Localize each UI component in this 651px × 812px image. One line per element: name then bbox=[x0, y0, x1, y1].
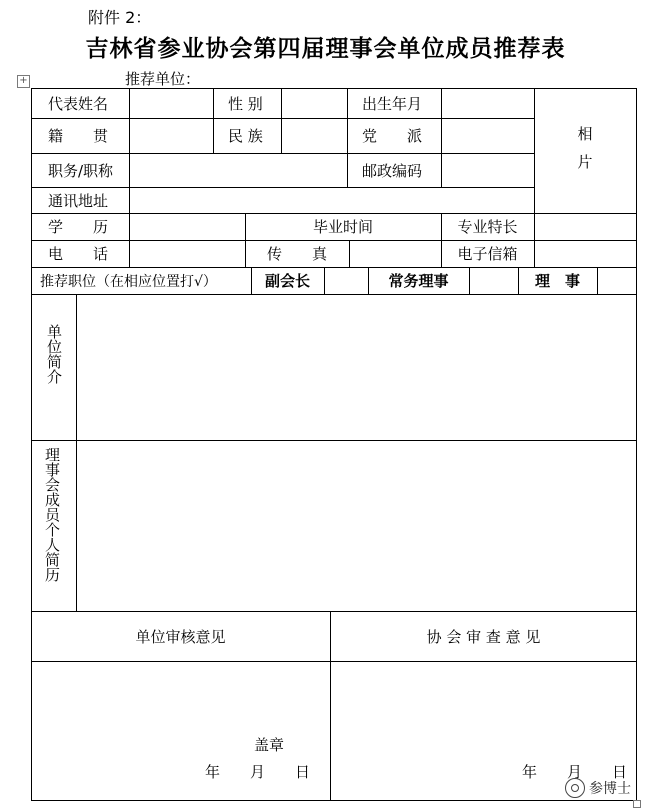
label-email: 电子信箱 bbox=[457, 245, 518, 263]
watermark bbox=[565, 778, 631, 798]
label-position-title: 职务/职称 bbox=[48, 161, 114, 180]
label-native-place: 籍 贯 bbox=[48, 127, 109, 145]
label-unit-review: 单位审核意见 bbox=[135, 627, 226, 646]
checkbox-director[interactable] bbox=[598, 267, 636, 294]
label-association-review: 协 会 审 查 意 见 bbox=[426, 627, 541, 646]
recommending-unit-label: 推荐单位： bbox=[125, 70, 201, 88]
watermark-text: 参博士 bbox=[589, 781, 631, 797]
label-postcode: 邮政编码 bbox=[362, 161, 423, 180]
table-move-handle-icon[interactable]: + bbox=[17, 75, 30, 88]
label-specialty: 专业特长 bbox=[457, 218, 518, 236]
attachment-label: 附件 2： bbox=[88, 8, 152, 27]
label-address: 通讯地址 bbox=[48, 191, 109, 210]
label-standing-director: 常务理事 bbox=[388, 272, 449, 290]
label-director: 理 事 bbox=[534, 272, 580, 290]
wechat-logo-icon bbox=[565, 778, 585, 798]
member-resume-field[interactable] bbox=[77, 441, 636, 611]
label-representative-name: 代表姓名 bbox=[48, 94, 109, 113]
label-ethnicity: 民 族 bbox=[228, 127, 263, 145]
label-gender: 性 别 bbox=[228, 94, 263, 113]
unit-intro-field[interactable] bbox=[77, 295, 636, 440]
label-seal: 盖章 bbox=[254, 735, 285, 754]
label-graduation-time: 毕业时间 bbox=[312, 218, 373, 236]
association-review-date: 年 月 日 bbox=[522, 762, 628, 781]
label-recommend-position: 推荐职位（在相应位置打√） bbox=[40, 273, 217, 290]
label-fax: 传 真 bbox=[266, 245, 327, 263]
label-party: 党 派 bbox=[362, 127, 423, 145]
label-birth-date: 出生年月 bbox=[362, 94, 423, 113]
label-photo: 相 片 bbox=[577, 125, 593, 171]
label-vice-president: 副会长 bbox=[264, 272, 310, 290]
label-education: 学 历 bbox=[48, 218, 109, 236]
unit-review-date: 年 月 日 bbox=[205, 762, 311, 781]
label-member-resume: 理事会成员个人简历 bbox=[43, 447, 61, 582]
label-unit-intro: 单位简介 bbox=[45, 324, 63, 384]
form-title: 吉林省参业协会第四届理事会单位成员推荐表 bbox=[85, 35, 566, 62]
checkbox-vice-president[interactable] bbox=[325, 267, 368, 294]
table-resize-handle-icon[interactable] bbox=[633, 800, 641, 808]
checkbox-standing-director[interactable] bbox=[470, 267, 518, 294]
label-phone: 电 话 bbox=[48, 245, 109, 263]
